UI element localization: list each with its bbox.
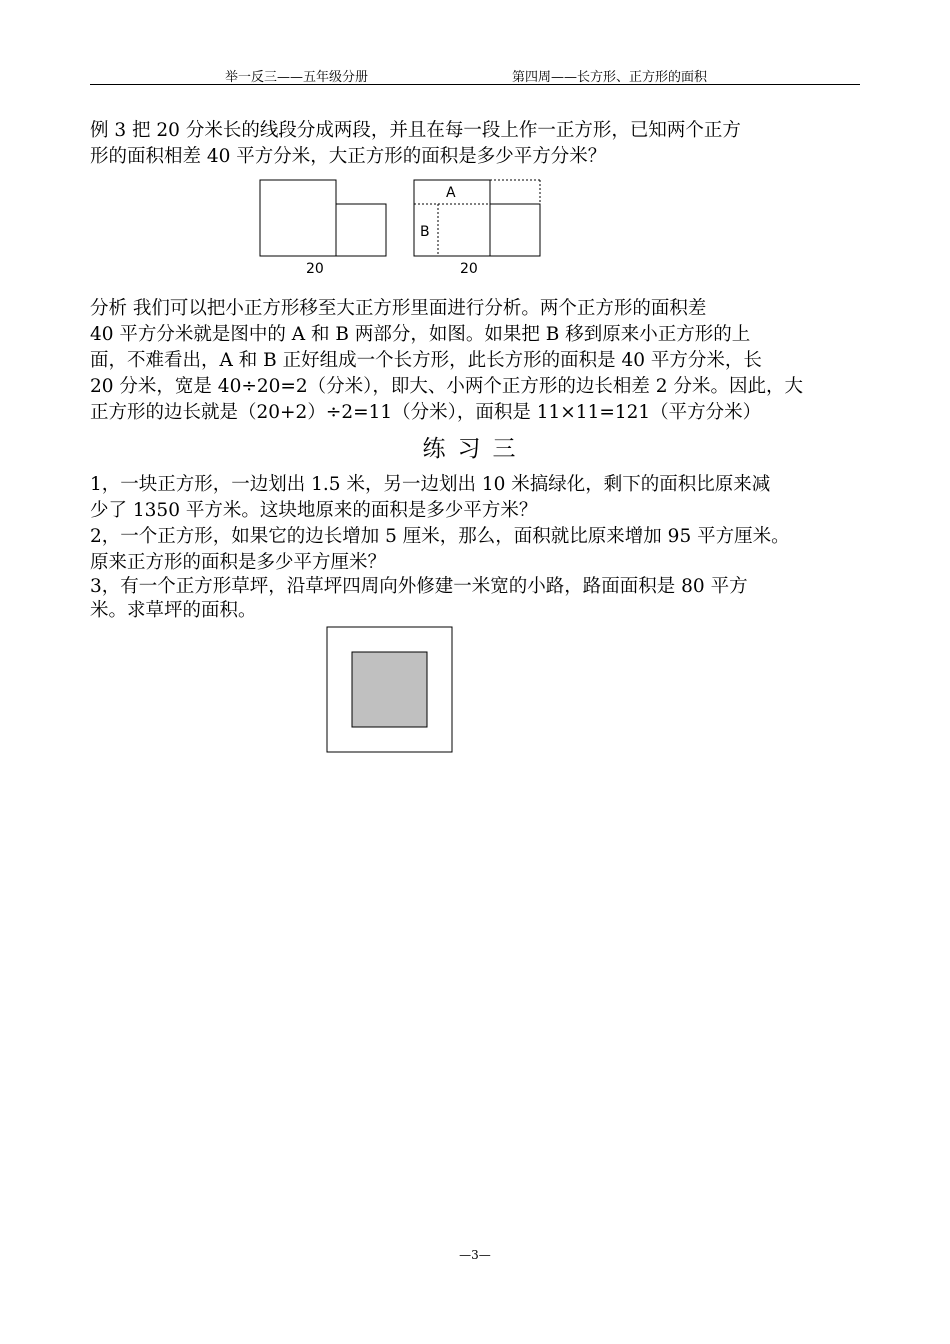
moved-small-square xyxy=(490,204,540,256)
region-b-label: B xyxy=(420,224,430,240)
practice-line-1: 1，一块正方形，一边划出 1.5 米，另一边划出 10 米搞绿化，剩下的面积比原来减 xyxy=(90,474,771,495)
page-number: —3— xyxy=(459,1248,491,1262)
analysis-line-3: 面，不难看出，A 和 B 正好组成一个长方形，此长方形的面积是 40 平方分米，长 xyxy=(90,350,762,371)
header-chapter-title: 第四周——长方形、正方形的面积 xyxy=(512,70,708,85)
fig1-length-label: 20 xyxy=(306,261,324,277)
figure-two-squares xyxy=(258,178,392,278)
region-a-label: A xyxy=(446,185,456,201)
analysis-line-1: 分析 我们可以把小正方形移至大正方形里面进行分析。两个正方形的面积差 xyxy=(90,298,707,319)
practice-line-3: 2，一个正方形，如果它的边长增加 5 厘米，那么，面积就比原来增加 95 平方厘米。 xyxy=(90,526,790,547)
lawn-square xyxy=(352,652,427,727)
practice-line-4: 原来正方形的面积是多少平方厘米？ xyxy=(90,552,387,573)
practice-line-5: 3，有一个正方形草坪，沿草坪四周向外修建一米宽的小路，路面面积是 80 平方 xyxy=(90,576,748,597)
large-square xyxy=(260,180,336,256)
example-line-2: 形的面积相差 40 平方分米，大正方形的面积是多少平方分米？ xyxy=(90,146,607,167)
small-square xyxy=(336,204,386,256)
fig2-length-label: 20 xyxy=(460,261,478,277)
analysis-line-2: 40 平方分米就是图中的 A 和 B 两部分，如图。如果把 B 移到原来小正方形的上 xyxy=(90,324,751,345)
figure-lawn-with-path xyxy=(326,626,454,754)
header-book-title: 举一反三——五年级分册 xyxy=(225,70,369,85)
figure-moved-square xyxy=(412,178,546,278)
practice-line-6: 米。求草坪的面积。 xyxy=(90,600,257,621)
example-line-1: 例 3 把 20 分米长的线段分成两段，并且在每一段上作一正方形，已知两个正方 xyxy=(90,120,741,141)
analysis-line-4: 20 分米，宽是 40÷20=2（分米），即大、小两个正方形的边长相差 2 分米。因此，大 xyxy=(90,376,803,397)
analysis-line-5: 正方形的边长就是（20+2）÷2=11（分米），面积是 11×11=121（平方分米） xyxy=(90,402,762,423)
practice-line-2: 少了 1350 平方米。这块地原来的面积是多少平方米？ xyxy=(90,500,538,521)
page-header xyxy=(90,64,860,85)
practice-title: 练习三 xyxy=(422,436,528,462)
